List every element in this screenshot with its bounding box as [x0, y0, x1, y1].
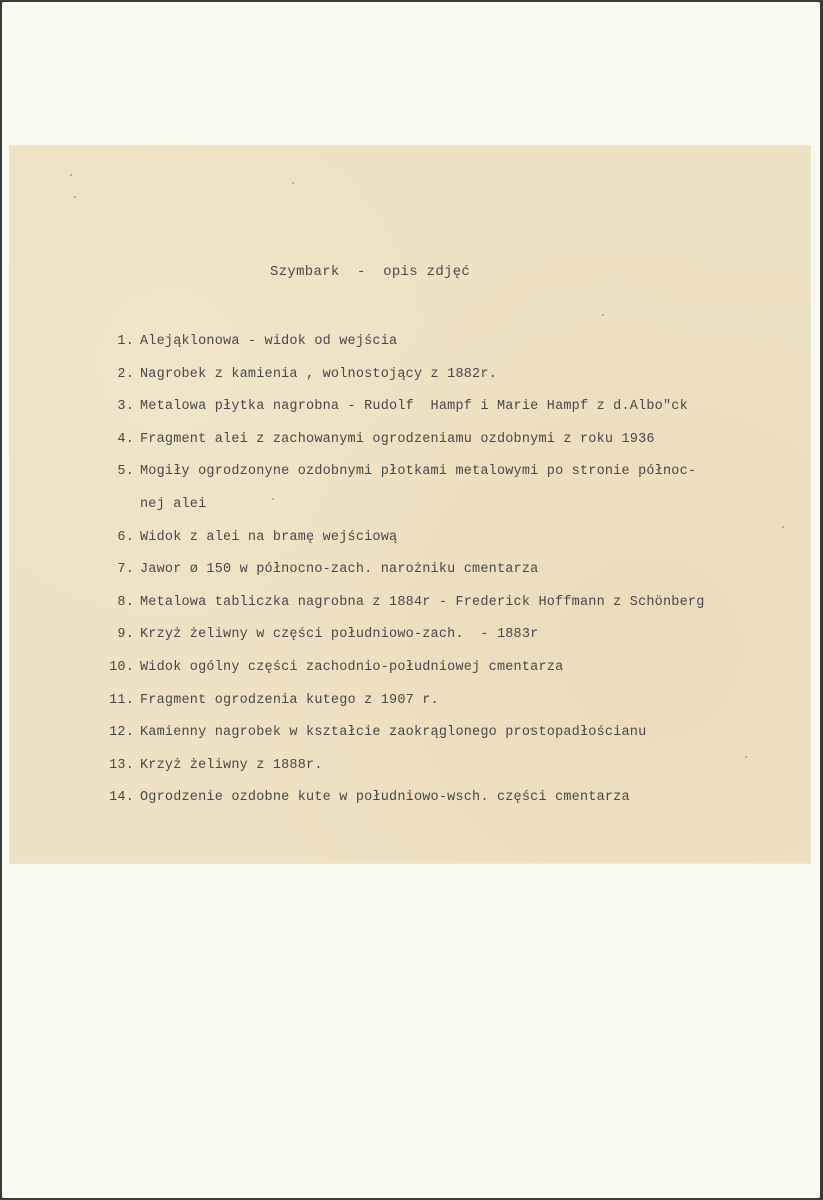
item-number: 14.	[109, 790, 134, 806]
paper-speck	[272, 498, 274, 500]
list-item	[98, 685, 705, 718]
list-item	[98, 326, 705, 359]
paper-speck	[782, 526, 784, 528]
item-text: Ogrodzenie ozdobne kute w południowo-wsch. części cmentarza	[140, 790, 630, 806]
list-item	[98, 522, 705, 555]
item-text: Alejąklonowa - widok od wejścia	[140, 334, 398, 349]
item-number: 9.	[117, 627, 134, 643]
item-number: 12.	[109, 725, 134, 741]
list-item	[98, 424, 705, 457]
mount-card	[2, 2, 820, 1198]
item-text-continuation: nej alei	[140, 496, 207, 512]
item-text: Jawor ø 150 w północno-zach. narożniku cmentarza	[140, 562, 539, 578]
paper-speck	[292, 182, 294, 184]
paper-speck	[602, 314, 604, 316]
item-text: Metalowa tabliczka nagrobna z 1884r - Frederick Hoffmann z Schönberg	[140, 594, 705, 610]
typewritten-sheet	[10, 146, 810, 863]
item-text: Krzyż żeliwny z 1888r.	[140, 757, 323, 773]
list-item	[98, 554, 705, 587]
list-item	[98, 652, 705, 685]
photo-description-list	[98, 326, 705, 815]
item-text: Krzyż żeliwny w części południowo-zach. - 1883r	[140, 627, 539, 643]
list-item	[98, 619, 705, 652]
item-number: 3.	[117, 399, 134, 415]
list-item-continuation	[98, 489, 705, 522]
list-item	[98, 391, 705, 424]
list-item	[98, 782, 705, 815]
item-number: 6.	[117, 529, 134, 545]
item-text: Metalowa płytka nagrobna - Rudolf Hampf i Marie Hampf z d.Albo"ck	[140, 399, 688, 415]
item-number: 13.	[109, 757, 134, 773]
list-item	[98, 359, 705, 392]
item-text: Widok ogólny części zachodnio-południowej cmentarza	[140, 659, 564, 675]
paper-speck	[530, 728, 532, 730]
item-number: 2.	[117, 366, 134, 382]
item-text: Kamienny nagrobek w kształcie zaokrąglonego prostopadłościanu	[140, 725, 647, 741]
item-number: 10.	[109, 659, 134, 675]
list-item	[98, 717, 705, 750]
list-item	[98, 587, 705, 620]
item-text: Fragment alei z zachowanymi ogrodzeniamu ozdobnymi z roku 1936	[140, 431, 655, 447]
paper-speck	[74, 196, 76, 198]
item-number: 1.	[117, 334, 134, 349]
item-text: Fragment ogrodzenia kutego z 1907 r.	[140, 692, 439, 708]
list-item	[98, 456, 705, 489]
list-item	[98, 750, 705, 783]
item-number: 4.	[117, 431, 134, 447]
item-text: Widok z alei na bramę wejściową	[140, 529, 398, 545]
item-number: 7.	[117, 562, 134, 578]
item-number: 11.	[109, 692, 134, 708]
item-text: Mogiły ogrodzonyne ozdobnymi płotkami metalowymi po stronie północ-	[140, 464, 697, 480]
item-number: 8.	[117, 594, 134, 610]
paper-speck	[70, 174, 72, 176]
paper-speck	[745, 756, 747, 758]
item-text: Nagrobek z kamienia , wolnostojący z 1882r.	[140, 366, 497, 382]
item-number: 5.	[117, 464, 134, 480]
document-title: Szymbark - opis zdjęć	[270, 264, 471, 280]
